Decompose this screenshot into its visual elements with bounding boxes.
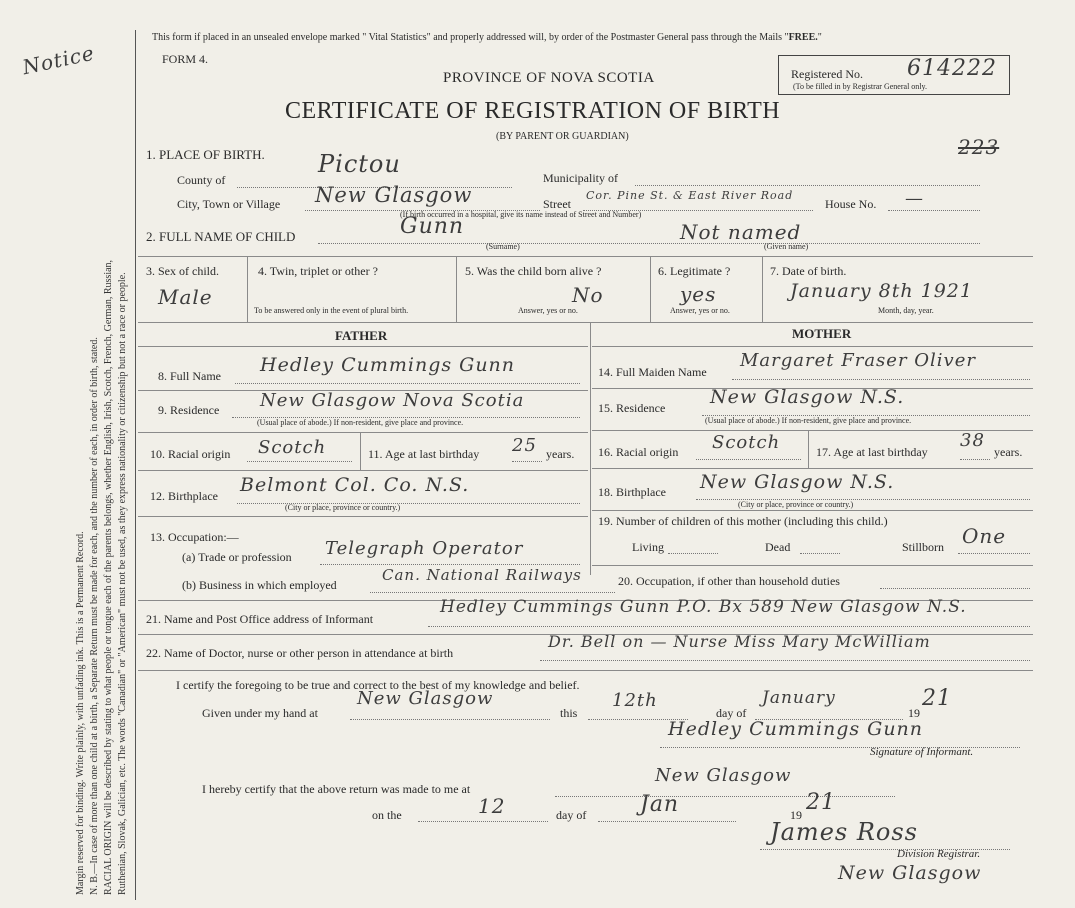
business-label: (b) Business in which employed <box>182 578 337 592</box>
alive-label: 5. Was the child born alive ? <box>465 264 602 278</box>
registered-box <box>778 55 1010 95</box>
registrar-signature-label: Division Registrar. <box>897 848 981 860</box>
trade-label: (a) Trade or profession <box>182 550 292 564</box>
informant-value: Hedley Cummings Gunn P.O. Bx 589 New Glasgow N.S. <box>440 597 967 617</box>
mother-name-value: Margaret Fraser Oliver <box>740 350 976 371</box>
certify-day-of-label: day of <box>716 706 747 720</box>
father-age-label: 11. Age at last birthday <box>368 447 480 461</box>
county-label: County of <box>177 173 226 187</box>
mother-racial-value: Scotch <box>712 432 781 453</box>
given-place-value: New Glasgow <box>357 688 494 709</box>
father-residence-value: New Glasgow Nova Scotia <box>260 390 525 411</box>
father-residence-label: 9. Residence <box>158 403 220 417</box>
sex-label: 3. Sex of child. <box>146 264 219 278</box>
registrar-signature: James Ross <box>770 818 918 846</box>
margin-line-3: RACIAL ORIGIN will be described by stating to what people or tongue each of the parents belongs, whether English, Irish, Scotch, French, German, Russian, <box>103 259 114 895</box>
registrar-location: New Glasgow <box>838 862 982 884</box>
mother-birthplace-value: New Glasgow N.S. <box>700 471 895 493</box>
trade-value: Telegraph Operator <box>325 538 524 559</box>
registered-number: 614222 <box>907 56 997 81</box>
father-birthplace-value: Belmont Col. Co. N.S. <box>240 474 470 496</box>
registered-label: Registered No. <box>791 67 863 81</box>
twin-note: To be answered only in the event of plural birth. <box>254 306 409 315</box>
notice-annotation: Notice <box>20 40 97 80</box>
surname-label: (Surname) <box>486 242 520 251</box>
date-note: Month, day, year. <box>878 306 934 315</box>
certificate-subtitle: (BY PARENT OR GUARDIAN) <box>496 131 629 142</box>
registered-note: (To be filled in by Registrar General only. <box>793 82 927 91</box>
twin-label: 4. Twin, triplet or other ? <box>258 264 378 278</box>
mother-name-label: 14. Full Maiden Name <box>598 365 707 379</box>
father-residence-note: (Usual place of abode.) If non-resident, give place and province. <box>257 418 464 427</box>
city-value: New Glasgow <box>315 183 473 207</box>
certify-day-value: 12th <box>612 690 658 711</box>
legitimate-note: Answer, yes or no. <box>670 306 730 315</box>
father-occupation-label: 13. Occupation:— <box>150 530 239 544</box>
house-label: House No. <box>825 197 877 211</box>
mother-age-label: 17. Age at last birthday <box>816 445 928 459</box>
alive-value: No <box>572 283 604 307</box>
child-name-label: 2. FULL NAME OF CHILD <box>146 229 296 244</box>
date-value: January 8th 1921 <box>790 280 973 302</box>
street-label: Street <box>543 197 571 211</box>
registrar-year-value: 21 <box>806 790 836 815</box>
father-heading: FATHER <box>335 328 388 343</box>
child-given-name: Not named <box>680 220 802 244</box>
father-racial-label: 10. Racial origin <box>150 447 231 461</box>
child-surname: Gunn <box>400 214 465 239</box>
hospital-note: (If birth occurred in a hospital, give its name instead of Street and Number) <box>400 210 642 219</box>
dead-label: Dead <box>765 540 791 554</box>
father-name-label: 8. Full Name <box>158 369 221 383</box>
mother-birthplace-label: 18. Birthplace <box>598 485 666 499</box>
registrar-day-of-label: day of <box>556 808 587 822</box>
county-value: Pictou <box>318 150 401 178</box>
informant-label: 21. Name and Post Office address of Informant <box>146 612 374 626</box>
mother-age-value: 38 <box>960 430 985 451</box>
doctor-label: 22. Name of Doctor, nurse or other person in attendance at birth <box>146 646 454 660</box>
on-the-label: on the <box>372 808 402 822</box>
alive-note: Answer, yes or no. <box>518 306 578 315</box>
registrar-day-value: 12 <box>478 794 506 818</box>
certify-statement: I certify the foregoing to be true and correct to the best of my knowledge and belief. <box>176 678 580 692</box>
mail-notice: This form if placed in an unsealed envelope marked " Vital Statistics" and properly addressed will, by order of the Postmaster General pass through the Mails "FREE." <box>152 32 822 43</box>
father-racial-value: Scotch <box>258 437 327 458</box>
father-age-value: 25 <box>512 435 537 456</box>
registrar-month-value: Jan <box>640 792 680 817</box>
house-value: — <box>905 188 924 209</box>
sex-value: Male <box>158 285 213 309</box>
mother-birthplace-note: (City or place, province or country.) <box>738 500 854 509</box>
mother-heading: MOTHER <box>792 326 852 341</box>
given-under-label: Given under my hand at <box>202 706 318 720</box>
corner-number: 223 <box>958 135 1000 159</box>
registrar-statement: I hereby certify that the above return was made to me at <box>202 782 471 796</box>
registrar-year-prefix: 19 <box>790 808 802 822</box>
mother-residence-value: New Glasgow N.S. <box>710 386 905 408</box>
margin-line-1: Margin reserved for binding. Write plainly, with unfading ink. This is a Permanent Record. <box>75 531 86 895</box>
street-value: Cor. Pine St. & East River Road <box>586 189 794 202</box>
form-number: FORM 4. <box>162 52 209 66</box>
place-of-birth-label: 1. PLACE OF BIRTH. <box>146 147 265 162</box>
living-label: Living <box>632 540 664 554</box>
father-birthplace-label: 12. Birthplace <box>150 489 218 503</box>
margin-line-4: Ruthenian, Slovak, Galician, etc. The words "Canadian" or "American" must not be used, as they express nationality or citizenship but not a race or people. <box>117 272 128 895</box>
province-title: PROVINCE OF NOVA SCOTIA <box>443 70 655 86</box>
father-birthplace-note: (City or place, province or country.) <box>285 503 401 512</box>
registrar-place-value: New Glasgow <box>655 765 792 786</box>
date-label: 7. Date of birth. <box>770 264 847 278</box>
business-value: Can. National Railways <box>382 566 582 584</box>
mother-age-unit: years. <box>994 445 1023 459</box>
given-name-label: (Given name) <box>764 242 809 251</box>
certify-year-prefix: 19 <box>908 706 920 720</box>
mother-residence-label: 15. Residence <box>598 401 666 415</box>
doctor-value: Dr. Bell on — Nurse Miss Mary McWilliam <box>548 632 931 651</box>
certify-year-value: 21 <box>922 686 952 711</box>
father-name-value: Hedley Cummings Gunn <box>260 354 516 376</box>
informant-signature-label: Signature of Informant. <box>870 746 974 758</box>
this-label: this <box>560 706 578 720</box>
legitimate-label: 6. Legitimate ? <box>658 264 731 278</box>
certify-month-value: January <box>762 688 836 708</box>
certificate-title: CERTIFICATE OF REGISTRATION OF BIRTH <box>285 98 781 124</box>
city-label: City, Town or Village <box>177 197 281 211</box>
mother-residence-note: (Usual place of abode.) If non-resident, give place and province. <box>705 416 912 425</box>
mother-racial-label: 16. Racial origin <box>598 445 679 459</box>
legitimate-value: yes <box>680 282 717 306</box>
children-count-label: 19. Number of children of this mother (including this child.) <box>598 514 888 528</box>
stillborn-value: One <box>962 524 1007 548</box>
father-age-unit: years. <box>546 447 575 461</box>
stillborn-label: Stillborn <box>902 540 945 554</box>
municipality-label: Municipality of <box>543 171 618 185</box>
informant-signature: Hedley Cummings Gunn <box>668 718 924 740</box>
margin-line-2: N. B.—In case of more than one child at a birth, a Separate Return must be made for each, and the number of each, in order of birth, stated. <box>89 337 100 895</box>
mail-free: FREE. <box>788 32 818 43</box>
mother-occupation-label: 20. Occupation, if other than household duties <box>618 574 840 588</box>
